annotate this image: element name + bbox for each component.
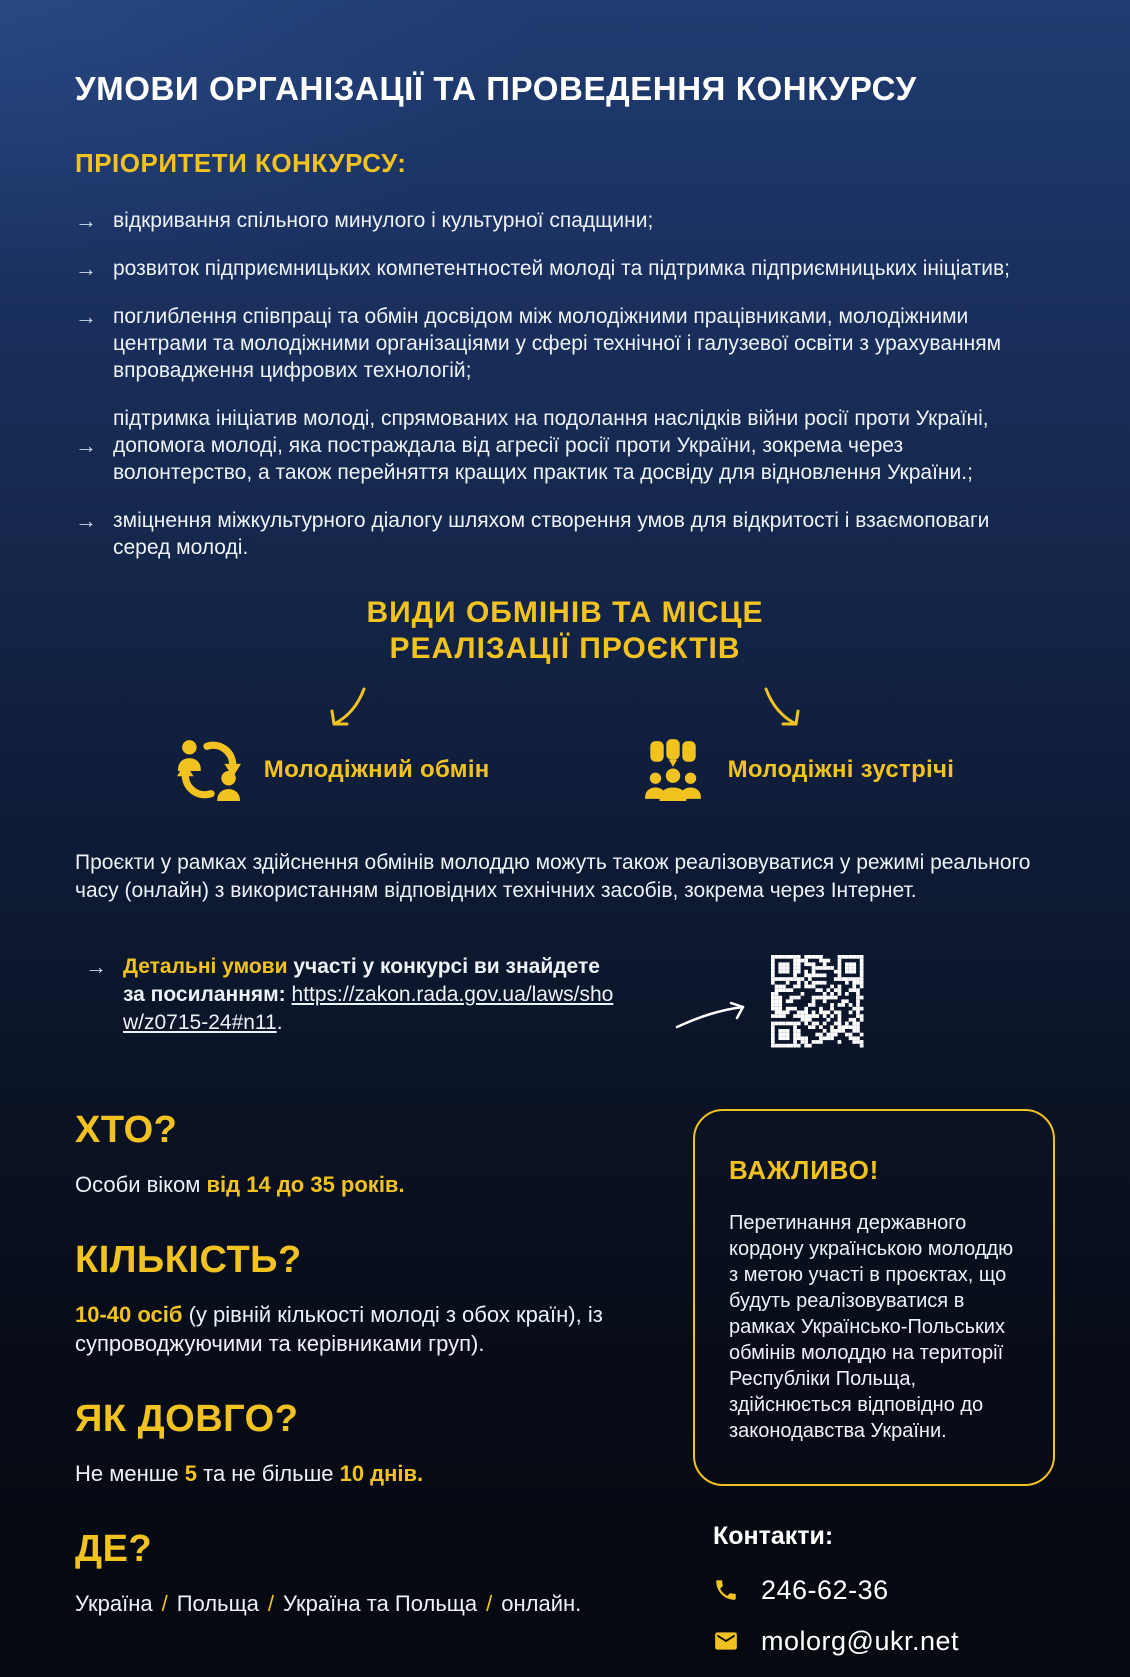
important-box <box>693 1109 1055 1486</box>
arrow-right-icon: → <box>75 256 97 281</box>
details-period: . <box>276 1011 283 1034</box>
list-item <box>75 405 1055 486</box>
email-address[interactable]: molorg@ukr.net <box>761 1625 959 1656</box>
questions-column <box>75 1109 657 1677</box>
arrow-right-icon: → <box>75 208 97 233</box>
slash-separator: / <box>161 1590 168 1616</box>
list-item <box>75 207 1055 234</box>
curved-arrow-down-left-icon <box>320 685 372 731</box>
bottom-section <box>75 1109 1055 1677</box>
arrow-right-icon: → <box>75 304 97 329</box>
exchange-types-heading <box>75 595 1055 667</box>
page-title: УМОВИ ОРГАНІЗАЦІЇ ТА ПРОВЕДЕННЯ КОНКУРСУ <box>75 70 917 107</box>
list-item <box>75 303 1055 384</box>
exchange-types-heading-line2: РЕАЛІЗАЦІЇ ПРОЄКТІВ <box>389 632 741 665</box>
right-column <box>693 1109 1055 1677</box>
who-normal: Особи віком <box>75 1171 207 1197</box>
details-highlight: Детальні умови <box>123 955 288 978</box>
priority-text: відкривання спільного минулого і культурної спадщини; <box>113 209 654 232</box>
arrow-right-icon: → <box>75 508 97 533</box>
where-option: Україна <box>75 1590 153 1616</box>
curved-arrow-down-right-icon <box>758 685 810 731</box>
where-option: Польща <box>176 1590 259 1616</box>
list-item <box>75 255 1055 282</box>
details-url-link[interactable]: https://zakon.rada.gov.ua/laws/show/z0715-24#n11 <box>123 983 614 1034</box>
important-body: Перетинання державного кордону українською молоддю з метою участі в проєктах, що будуть реалізовуватися в рамках Українсько-Польських обмінів молоддю на території Республіки Польща, здійснюється відповідно до законодавства України. <box>729 1211 1014 1442</box>
duration-heading: ЯК ДОВГО? <box>75 1397 299 1440</box>
priorities-list <box>75 207 1055 561</box>
exchange-types-heading-line1: ВИДИ ОБМІНІВ ТА МІСЦЕ <box>366 596 764 629</box>
email-icon <box>713 1628 739 1654</box>
where-answer <box>75 1589 657 1618</box>
curved-arrow-to-qr-icon <box>675 997 753 1036</box>
count-normal: (у рівній кількості молоді з обох країн), із супроводжуючими та керівниками груп). <box>75 1301 603 1356</box>
youth-meetings-item <box>640 737 955 803</box>
youth-exchange-item <box>176 737 490 803</box>
people-exchange-icon <box>176 737 242 803</box>
where-option: онлайн. <box>501 1590 582 1616</box>
youth-meetings-label: Молодіжні зустрічі <box>727 756 955 783</box>
details-after: участі у конкурсі ви знайдете за посиланням: <box>123 955 600 1006</box>
duration-answer <box>75 1459 657 1488</box>
count-answer <box>75 1300 657 1358</box>
duration-part2: та не більше <box>197 1460 340 1486</box>
where-heading: ДЕ? <box>75 1527 153 1570</box>
email-row <box>713 1626 1055 1657</box>
slash-separator: / <box>486 1590 493 1616</box>
phone-icon <box>713 1577 739 1603</box>
phone-number[interactable]: 246-62-36 <box>761 1574 889 1605</box>
priority-text: зміцнення міжкультурного діалогу шляхом створення умов для відкритості і взаємоповаги серед молоді. <box>113 509 990 559</box>
count-highlight: 10-40 осіб <box>75 1301 183 1327</box>
arrow-right-icon: → <box>75 433 97 458</box>
arrow-right-icon: → <box>85 954 107 979</box>
priority-text: розвиток підприємницьких компетентностей молоді та підтримка підприємницьких ініціатив; <box>113 257 1010 280</box>
pointer-arrows <box>75 685 1055 731</box>
list-item <box>75 507 1055 561</box>
people-meeting-icon <box>640 737 706 803</box>
where-option: Україна та Польща <box>283 1590 478 1616</box>
exchange-type-row <box>75 737 1055 803</box>
duration-min: 5 <box>184 1460 197 1486</box>
qr-code <box>771 955 864 1053</box>
details-link-row <box>75 953 1055 1053</box>
contacts-block <box>693 1522 1055 1657</box>
youth-exchange-label: Молодіжний обмін <box>263 756 490 783</box>
online-note-paragraph: Проєкти у рамках здійснення обмінів молоддю можуть також реалізовуватися у режимі реального часу (онлайн) з використанням відповідних технічних засобів, зокрема через Інтернет. <box>75 851 1031 902</box>
priorities-heading: ПРІОРИТЕТИ КОНКУРСУ: <box>75 148 407 178</box>
who-answer <box>75 1170 657 1199</box>
priority-text: підтримка ініціатив молоді, спрямованих на подолання наслідків війни росії проти Україні, допомога молоді, яка постраждала від агресії росії проти України, зокрема через волонтерство, а також перейняття кращих практик та досвіду для відновлення України.; <box>113 407 989 484</box>
count-heading: КІЛЬКІСТЬ? <box>75 1238 302 1281</box>
details-link-text <box>123 953 615 1037</box>
duration-part1: Не менше <box>75 1460 185 1486</box>
who-heading: ХТО? <box>75 1108 178 1151</box>
who-highlight: від 14 до 35 років. <box>206 1171 405 1197</box>
contacts-heading: Контакти: <box>713 1521 834 1550</box>
important-heading: ВАЖЛИВО! <box>729 1154 880 1185</box>
duration-max: 10 днів. <box>339 1460 424 1486</box>
phone-row <box>713 1575 1055 1606</box>
slash-separator: / <box>267 1590 275 1616</box>
priority-text: поглиблення співпраці та обмін досвідом між молодіжними працівниками, молодіжними центрами та молодіжними організаціями у сфері технічної і галузевої освіти з урахуванням впровадження цифрових технологій; <box>113 305 1002 382</box>
exchange-types-section <box>75 595 1055 803</box>
